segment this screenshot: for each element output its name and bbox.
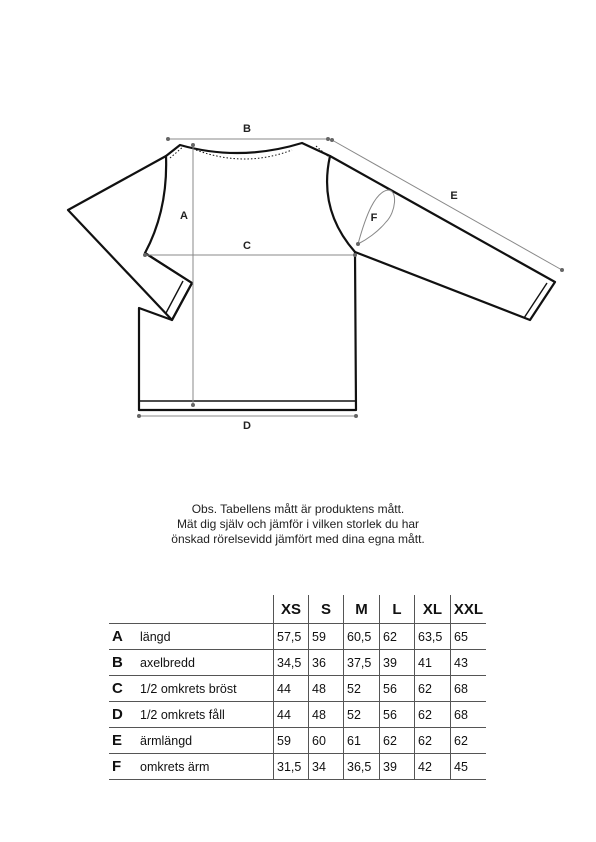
cell-value: 52: [344, 676, 380, 702]
cell-value: 45: [451, 754, 487, 780]
measure-label-f: F: [370, 212, 378, 224]
garment-outline: [139, 143, 356, 410]
row-code: F: [109, 754, 136, 780]
cell-value: 59: [274, 728, 309, 754]
cell-value: 62: [415, 728, 451, 754]
measure-label-e: E: [450, 190, 458, 202]
measure-d-dot-left: [137, 414, 141, 418]
cell-value: 37,5: [344, 650, 380, 676]
cell-value: 44: [274, 676, 309, 702]
cell-value: 39: [380, 754, 415, 780]
left-sleeve: [68, 156, 192, 320]
cell-value: 48: [309, 676, 344, 702]
cell-value: 36,5: [344, 754, 380, 780]
cell-value: 59: [309, 624, 344, 650]
size-header-s: S: [309, 595, 344, 624]
row-label: längd: [136, 624, 274, 650]
measure-label-a: A: [180, 210, 188, 222]
row-label: 1/2 omkrets fåll: [136, 702, 274, 728]
row-code: B: [109, 650, 136, 676]
cell-value: 68: [451, 676, 487, 702]
cell-value: 62: [415, 702, 451, 728]
cell-value: 62: [415, 676, 451, 702]
cell-value: 36: [309, 650, 344, 676]
cell-value: 63,5: [415, 624, 451, 650]
cell-value: 42: [415, 754, 451, 780]
table-row: [109, 676, 486, 702]
cell-value: 60: [309, 728, 344, 754]
cell-value: 56: [380, 676, 415, 702]
table-row: [109, 650, 486, 676]
measure-label-d: D: [243, 420, 251, 432]
measure-d-dot-right: [354, 414, 358, 418]
size-header-xxl: XXL: [451, 595, 487, 624]
measure-b-dot-right: [326, 137, 330, 141]
row-code: D: [109, 702, 136, 728]
cell-value: 56: [380, 702, 415, 728]
measure-a-dot-top: [191, 143, 195, 147]
row-label: axelbredd: [136, 650, 274, 676]
measure-a-dot-bottom: [191, 403, 195, 407]
row-code: A: [109, 624, 136, 650]
cell-value: 34,5: [274, 650, 309, 676]
cell-value: 43: [451, 650, 487, 676]
note-line-2: Mät dig själv och jämför i vilken storlek du har: [176, 517, 420, 531]
cell-value: 60,5: [344, 624, 380, 650]
row-code: E: [109, 728, 136, 754]
garment-diagram: [0, 100, 596, 440]
measure-c-dot-right: [353, 253, 357, 257]
size-header-xs: XS: [274, 595, 309, 624]
cell-value: 31,5: [274, 754, 309, 780]
size-table: [109, 595, 486, 780]
measurement-note: [0, 502, 596, 547]
cell-value: 61: [344, 728, 380, 754]
table-row: [109, 624, 486, 650]
measure-label-b: B: [243, 123, 251, 135]
note-line-3: önskad rörelsevidd jämfört med dina egna mått.: [171, 532, 425, 546]
row-label: 1/2 omkrets bröst: [136, 676, 274, 702]
cell-value: 44: [274, 702, 309, 728]
cell-value: 48: [309, 702, 344, 728]
row-label: ärmlängd: [136, 728, 274, 754]
size-header-xl: XL: [415, 595, 451, 624]
size-header-l: L: [380, 595, 415, 624]
cell-value: 62: [451, 728, 487, 754]
measure-label-c: C: [243, 240, 251, 252]
row-label: omkrets ärm: [136, 754, 274, 780]
table-header-row: [109, 595, 486, 624]
measure-b-dot-left: [166, 137, 170, 141]
row-code: C: [109, 676, 136, 702]
measure-f-dot: [356, 242, 360, 246]
right-sleeve: [330, 156, 555, 320]
measure-e-dot-bottom: [560, 268, 564, 272]
table-row: [109, 728, 486, 754]
note-line-1: Obs. Tabellens mått är produktens mått.: [191, 502, 405, 516]
cell-value: 57,5: [274, 624, 309, 650]
cell-value: 68: [451, 702, 487, 728]
table-row: [109, 702, 486, 728]
cell-value: 41: [415, 650, 451, 676]
measure-e-line: [332, 140, 562, 270]
cell-value: 65: [451, 624, 487, 650]
size-header-m: M: [344, 595, 380, 624]
cell-value: 62: [380, 728, 415, 754]
cell-value: 34: [309, 754, 344, 780]
measure-c-dot-left: [143, 253, 147, 257]
cell-value: 62: [380, 624, 415, 650]
measure-e-dot-top: [330, 138, 334, 142]
cell-value: 39: [380, 650, 415, 676]
cell-value: 52: [344, 702, 380, 728]
table-row: [109, 754, 486, 780]
left-cuff: [166, 281, 183, 313]
